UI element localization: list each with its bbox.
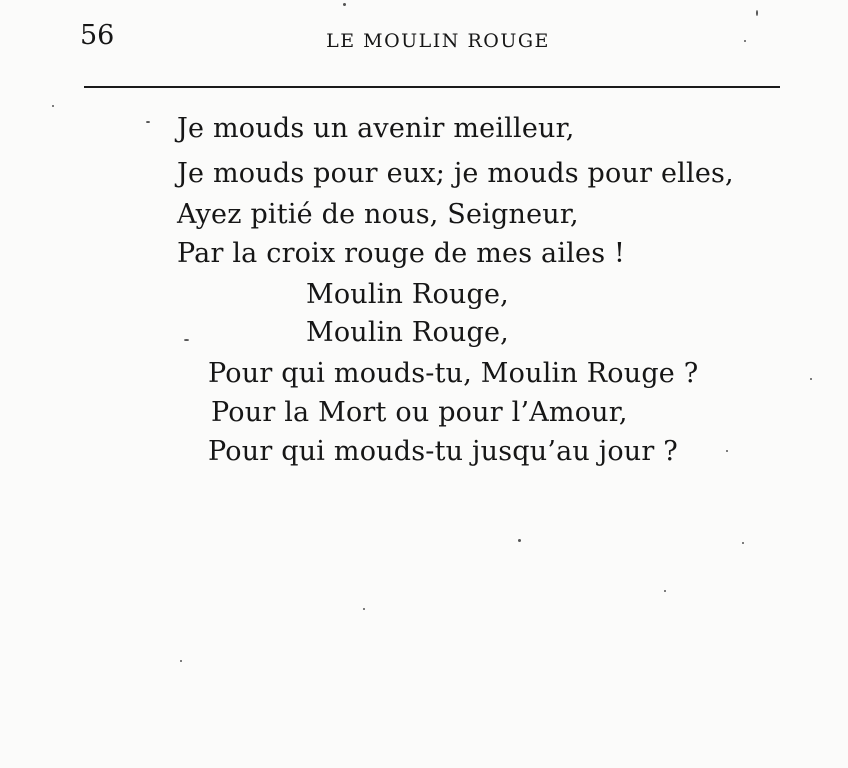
scan-speck — [664, 590, 666, 592]
scan-speck — [810, 378, 812, 380]
poem-line: Pour la Mort ou pour l’Amour, — [211, 397, 628, 428]
poem-line: Moulin Rouge, — [306, 279, 509, 310]
scan-speck — [744, 40, 746, 42]
poem-line: Pour qui mouds-tu jusqu’au jour ? — [208, 436, 678, 467]
header-rule — [84, 86, 780, 88]
poem-line: Je mouds pour eux; je mouds pour elles, — [177, 158, 734, 189]
scan-speck — [756, 10, 758, 16]
scan-speck — [363, 608, 365, 610]
running-title: LE MOULIN ROUGE — [326, 30, 550, 52]
poem-line: Moulin Rouge, — [306, 317, 509, 348]
scan-speck — [518, 539, 521, 542]
scan-speck — [180, 660, 182, 662]
scan-speck — [742, 542, 744, 544]
poem-line: Par la croix rouge de mes ailes ! — [177, 238, 626, 269]
poem-line: Ayez pitié de nous, Seigneur, — [177, 199, 579, 230]
page-number: 56 — [80, 20, 115, 51]
scan-speck — [146, 121, 150, 123]
poem-line: Pour qui mouds-tu, Moulin Rouge ? — [208, 358, 699, 389]
poem-line: Je mouds un avenir meilleur, — [177, 113, 575, 144]
scan-speck — [343, 3, 346, 6]
scan-speck — [184, 339, 189, 341]
scan-speck — [726, 450, 728, 452]
scan-speck — [52, 105, 54, 107]
